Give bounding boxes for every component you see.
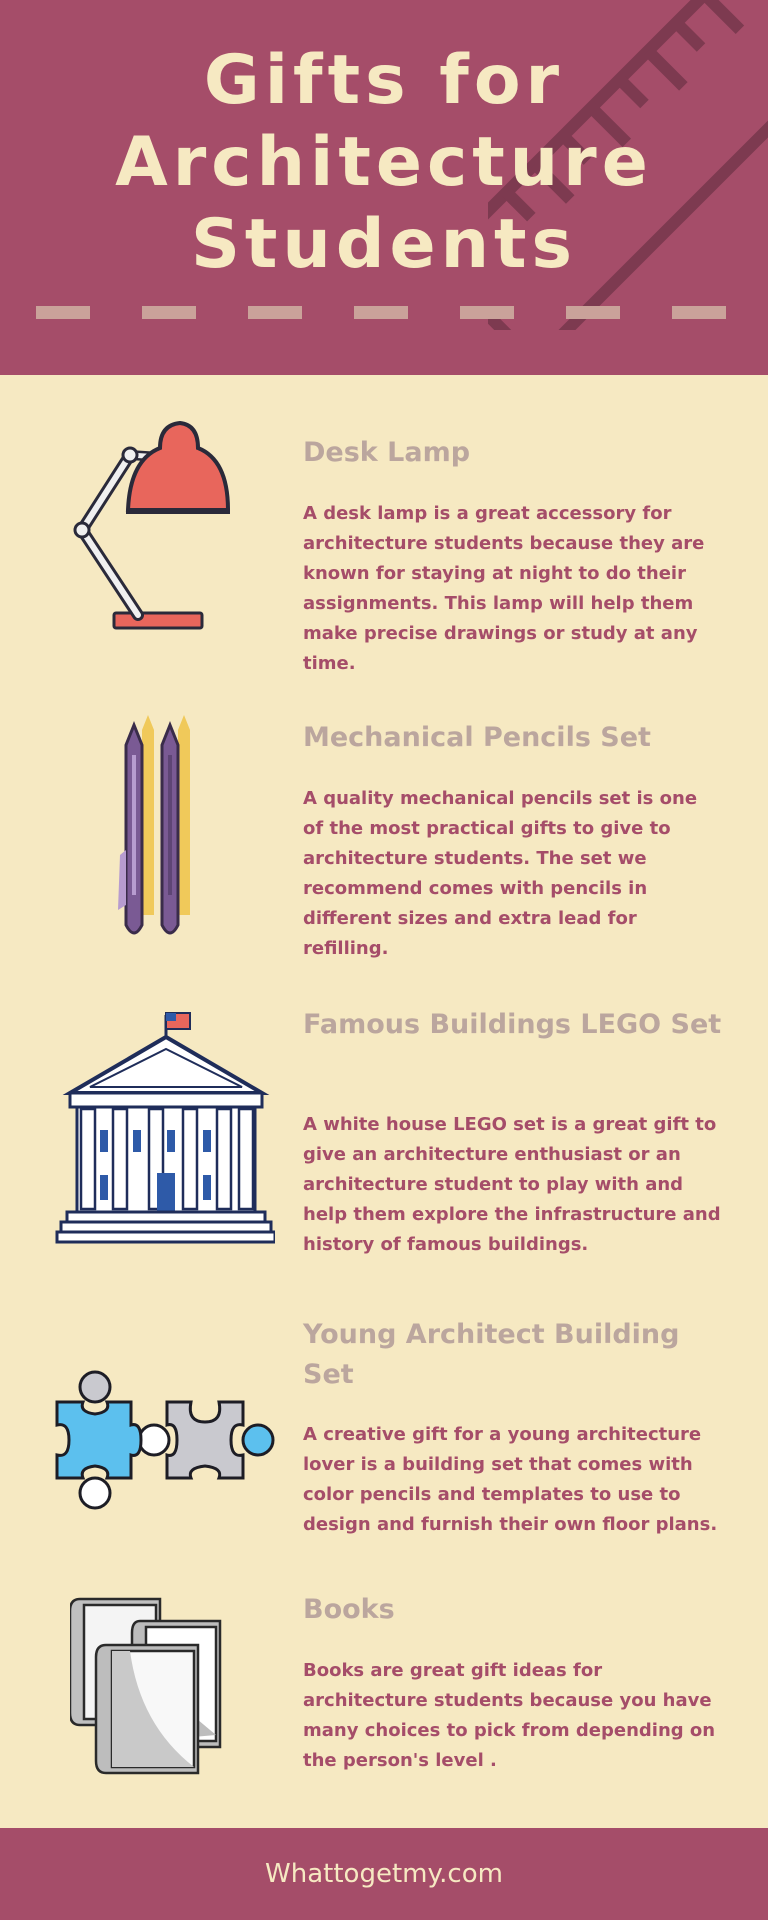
- gift-item-pencils: [0, 700, 768, 960]
- pencils-icon: [112, 715, 202, 940]
- title-line-3: Students: [190, 205, 578, 284]
- item-description: A creative gift for a young architecture lover is a building set that comes with color pencils and templates to use to design and furnish their own floor plans.: [303, 1424, 718, 1535]
- books-icon: [70, 1595, 240, 1780]
- item-title: Famous Buildings LEGO Set: [303, 1009, 722, 1040]
- page-title: [0, 40, 768, 286]
- item-title: Mechanical Pencils Set: [303, 722, 651, 753]
- item-description: A white house LEGO set is a great gift to give an architecture enthusiast or an architecture student to play with and help them explore the infrastructure and history of famous buildings.: [303, 1114, 721, 1255]
- item-description: A desk lamp is a great accessory for architecture students because they are known for staying at night to do their assignments. This lamp will help them make precise drawings or study at any time.: [303, 503, 705, 674]
- title-line-2: Architecture: [115, 123, 653, 202]
- footer: [0, 1828, 768, 1920]
- item-description: A quality mechanical pencils set is one of the most practical gifts to give to architecture students. The set we recommend comes with pencils in different sizes and extra lead for refilling.: [303, 788, 698, 959]
- title-line-1: Gifts for: [203, 41, 565, 120]
- item-title: Young Architect Building Set: [303, 1319, 680, 1390]
- footer-site-link[interactable]: Whattogetmy.com: [265, 1859, 503, 1889]
- white-house-icon: [55, 1005, 275, 1250]
- header-banner: [0, 0, 768, 375]
- item-description: Books are great gift ideas for architecture students because you have many choices to pick from depending on the person's level .: [303, 1660, 716, 1771]
- gift-item-building-set: [0, 1310, 768, 1580]
- item-title: Desk Lamp: [303, 437, 471, 468]
- gift-item-books: [0, 1590, 768, 1820]
- dashed-divider: [0, 306, 768, 319]
- item-title: Books: [303, 1594, 395, 1625]
- gift-item-lego: [0, 1000, 768, 1280]
- gift-item-desk-lamp: [0, 375, 768, 675]
- desk-lamp-icon: [68, 420, 238, 630]
- puzzle-icon: [55, 1370, 275, 1510]
